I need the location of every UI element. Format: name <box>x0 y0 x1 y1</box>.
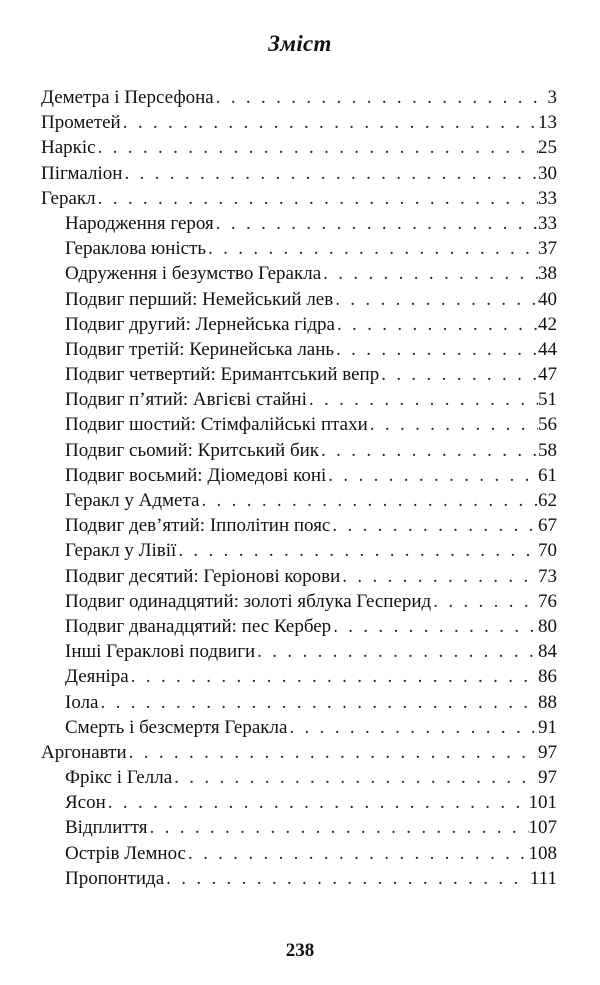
table-of-contents <box>41 85 557 891</box>
toc-entry-title: Подвиг п’ятий: Авгієві стайні <box>65 389 307 411</box>
toc-entry-page: 13 <box>538 112 557 134</box>
toc-entry-title: Геракл у Лівії <box>65 540 177 562</box>
toc-entry <box>41 236 557 261</box>
toc-entry <box>41 564 557 589</box>
dot-leader <box>176 538 538 563</box>
toc-entry <box>41 866 557 891</box>
toc-entry-page: 76 <box>538 590 557 612</box>
toc-entry <box>41 589 557 614</box>
toc-entry-page: 88 <box>538 691 557 713</box>
dot-leader <box>199 488 538 513</box>
toc-entry-title: Пропонтида <box>65 867 165 889</box>
dot-leader <box>206 236 538 261</box>
toc-entry-page: 33 <box>538 212 557 234</box>
toc-entry-page: 111 <box>529 867 557 889</box>
toc-entry-page: 51 <box>538 389 557 411</box>
toc-entry <box>41 740 557 765</box>
toc-entry-page: 80 <box>538 615 557 637</box>
toc-entry-title: Одруження і безумство Геракла <box>65 263 322 285</box>
toc-entry-title: Подвиг дванадцятий: пес Кербер <box>65 615 332 637</box>
toc-entry-title: Аргонавти <box>41 741 127 763</box>
toc-entry-title: Подвиг шостий: Стімфалійські птахи <box>65 414 368 436</box>
page-title: Зміст <box>268 31 332 56</box>
toc-entry <box>41 639 557 664</box>
toc-entry-title: Наркіс <box>41 137 96 159</box>
toc-entry <box>41 387 557 412</box>
dot-leader <box>106 790 529 815</box>
toc-entry-title: Подвиг одинадцятий: золоті яблука Гесперид <box>65 590 432 612</box>
toc-entry-title: Народження героя <box>65 212 214 234</box>
toc-entry-title: Гераклова юність <box>65 238 207 260</box>
toc-entry <box>41 161 557 186</box>
toc-entry <box>41 186 557 211</box>
dot-leader <box>164 866 530 891</box>
toc-entry-page: 58 <box>538 439 557 461</box>
dot-leader <box>334 337 538 362</box>
toc-entry <box>41 110 557 135</box>
toc-entry-page: 61 <box>538 464 557 486</box>
dot-leader <box>321 261 538 286</box>
toc-entry <box>41 438 557 463</box>
toc-entry-title: Фрікс і Гелла <box>65 767 173 789</box>
toc-entry-title: Подвиг четвертий: Еримантський вепр <box>65 364 380 386</box>
toc-entry-page: 108 <box>528 842 557 864</box>
toc-entry-title: Відплиття <box>65 817 148 839</box>
page-number: 238 <box>285 940 315 961</box>
toc-entry-page: 91 <box>538 716 557 738</box>
toc-entry <box>41 287 557 312</box>
toc-entry-page: 44 <box>538 338 557 360</box>
dot-leader <box>333 287 538 312</box>
toc-entry <box>41 841 557 866</box>
dot-leader <box>214 211 538 236</box>
toc-entry-title: Геракл <box>41 187 96 209</box>
toc-entry-page: 62 <box>538 490 557 511</box>
toc-entry-page: 73 <box>538 565 557 587</box>
toc-entry <box>41 211 557 236</box>
toc-entry-page: 56 <box>538 414 557 436</box>
toc-entry-page: 101 <box>528 792 557 814</box>
toc-entry <box>41 715 557 740</box>
toc-entry-title: Геракл у Адмета <box>65 490 200 511</box>
toc-entry <box>41 538 557 563</box>
dot-leader <box>335 312 538 337</box>
toc-entry <box>41 312 557 337</box>
dot-leader <box>331 614 538 639</box>
toc-entry-page: 47 <box>538 364 557 386</box>
toc-entry-page: 70 <box>538 540 557 562</box>
toc-entry <box>41 412 557 437</box>
dot-leader <box>122 161 538 186</box>
toc-entry-title: Ясон <box>65 792 106 814</box>
toc-entry-title: Подвиг третій: Керинейська лань <box>65 338 335 360</box>
toc-entry-page: 3 <box>547 87 557 108</box>
toc-entry <box>41 261 557 286</box>
toc-entry-title: Деяніра <box>65 666 129 688</box>
dot-leader <box>287 715 538 740</box>
toc-entry-title: Подвиг восьмий: Діомедові коні <box>65 464 327 486</box>
toc-entry-page: 107 <box>528 817 557 839</box>
toc-entry-page: 42 <box>538 313 557 335</box>
toc-entry-title: Деметра і Персефона <box>41 87 214 108</box>
toc-entry-page: 97 <box>538 741 557 763</box>
toc-entry-page: 38 <box>538 263 557 285</box>
dot-leader <box>99 690 539 715</box>
dot-leader <box>129 664 538 689</box>
dot-leader <box>307 387 538 412</box>
dot-leader <box>96 135 538 160</box>
toc-entry <box>41 135 557 160</box>
toc-entry <box>41 463 557 488</box>
toc-entry-page: 33 <box>538 187 557 209</box>
toc-entry-page: 86 <box>538 666 557 688</box>
toc-entry-title: Іола <box>65 691 99 713</box>
dot-leader <box>148 815 529 840</box>
dot-leader <box>255 639 538 664</box>
dot-leader <box>96 186 538 211</box>
dot-leader <box>186 841 529 866</box>
toc-entry <box>41 85 557 110</box>
toc-entry-page: 30 <box>538 162 557 184</box>
toc-entry-page: 37 <box>538 238 557 260</box>
toc-entry-page: 97 <box>538 767 557 789</box>
toc-entry-title: Подвиг перший: Немейський лев <box>65 288 334 310</box>
toc-entry-title: Подвиг десятий: Геріонові корови <box>65 565 341 587</box>
toc-entry <box>41 337 557 362</box>
toc-entry <box>41 614 557 639</box>
dot-leader <box>340 564 538 589</box>
dot-leader <box>127 740 538 765</box>
toc-entry-page: 84 <box>538 641 557 663</box>
toc-entry <box>41 790 557 815</box>
toc-entry <box>41 815 557 840</box>
dot-leader <box>431 589 538 614</box>
toc-entry-title: Пігмаліон <box>41 162 123 184</box>
toc-entry <box>41 362 557 387</box>
toc-entry-title: Смерть і безсмертя Геракла <box>65 716 288 738</box>
dot-leader <box>368 412 538 437</box>
dot-leader <box>319 438 538 463</box>
toc-entry <box>41 765 557 790</box>
toc-entry <box>41 690 557 715</box>
toc-entry <box>41 488 557 513</box>
toc-entry-title: Острів Лемнос <box>65 842 186 864</box>
toc-entry-title: Інші Гераклові подвиги <box>65 641 256 663</box>
dot-leader <box>330 513 538 538</box>
dot-leader <box>379 362 538 387</box>
dot-leader <box>172 765 538 790</box>
dot-leader <box>326 463 538 488</box>
dot-leader <box>121 110 538 135</box>
toc-entry-page: 67 <box>538 515 557 537</box>
toc-entry <box>41 664 557 689</box>
toc-entry-title: Прометей <box>41 112 121 134</box>
toc-entry-page: 40 <box>538 288 557 310</box>
toc-entry-title: Подвиг другий: Лернейська гідра <box>65 313 335 335</box>
toc-entry-title: Подвиг дев’ятий: Іпполітин пояс <box>65 515 331 537</box>
dot-leader <box>214 85 543 110</box>
toc-entry-page: 25 <box>538 137 557 159</box>
toc-entry-title: Подвиг сьомий: Критський бик <box>65 439 320 461</box>
toc-entry <box>41 513 557 538</box>
